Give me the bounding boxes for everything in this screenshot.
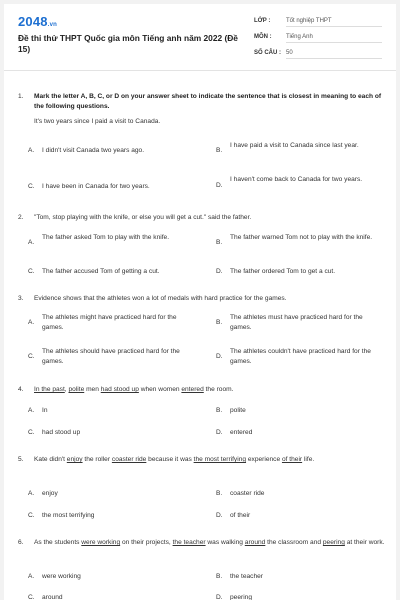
question-text: "Tom, stop playing with the knife, or else you will get a cut." said the father. — [34, 214, 252, 221]
exam-page: 2048.vn Đề thi thử THPT Quốc gia môn Tiếng anh năm 2022 (Đề 15) LỚP : Tốt nghiệp THPT MÔN : Tiếng Anh SỐ CÂU : 50 1. Mark the letter A, B, C, or D on your answer sheet to indicate the sentence that is closest in meaning to each of the following questions. It's two years since I paid a visit to Canada. A. I didn't visit Canada two years ago. B. I have paid a visit to Canada since last year. C. I have been in Canada for two years. D. I haven't come back to Canada for two years. 2. "Tom, stop playing with the knife, or else you will get a cut." said the father. A. The father asked Tom to play with the knife. B. The father warned Tom not to play with the knife. C. The father accused Tom of getting a cut. D. The father ordered Tom to get a cut. 3. Evidence shows that the athletes won a lot of medals with hard practice for the games. A. The athletes might have practiced hard for the games. B. The athletes must have practiced hard for the games. C. The athletes should have practiced hard for the games. D. The athletes couldn't have practiced hard for the games. 4. In the past, polite men had stood up when women entered the room. A. In B. polite C. had stood up D. entered 5. Kate didn't enjoy the roller coaster ride because it was the most terrifying experience of their life. A. enjoy B. coaster ride C. the most terrifying D. of their 6. As the students were working on their projects, the teacher was walking around the classroom and peering at their work. A. were working B. the teacher C. around D. peering — [4, 4, 396, 600]
question-number: 5. — [18, 456, 24, 463]
class-label: LỚP : — [254, 18, 271, 24]
question-sentence: It's two years since I paid a visit to Canada. — [34, 118, 161, 125]
class-value: Tốt nghiệp THPT — [286, 18, 382, 27]
question-text: In the past, polite men had stood up when women entered the room. — [34, 386, 234, 393]
question-number: 4. — [18, 386, 24, 393]
question-count-label: SỐ CÂU : — [254, 50, 281, 56]
question-number: 6. — [18, 539, 24, 546]
question-number: 1. — [18, 93, 24, 100]
question-number: 3. — [18, 295, 24, 302]
subject-label: MÔN : — [254, 34, 272, 40]
question-text: Evidence shows that the athletes won a lot of medals with hard practice for the games. — [34, 295, 287, 302]
subject-value: Tiếng Anh — [286, 34, 382, 43]
exam-title: Đề thi thử THPT Quốc gia môn Tiếng anh năm 2022 (Đề 15) — [18, 33, 238, 54]
question-text: Kate didn't enjoy the roller coaster ride because it was the most terrifying experience of their life. — [34, 456, 315, 463]
question-text: As the students were working on their projects, the teacher was walking around the classroom and peering at their work. — [34, 539, 385, 546]
site-logo[interactable]: 2048.vn — [18, 14, 58, 29]
question-instruction: Mark the letter A, B, C, or D on your answer sheet to indicate the sentence that is closest in meaning to each of the following questions. — [34, 93, 382, 110]
question-count-value: 50 — [286, 50, 382, 59]
exam-header — [4, 4, 396, 71]
question-number: 2. — [18, 214, 24, 221]
